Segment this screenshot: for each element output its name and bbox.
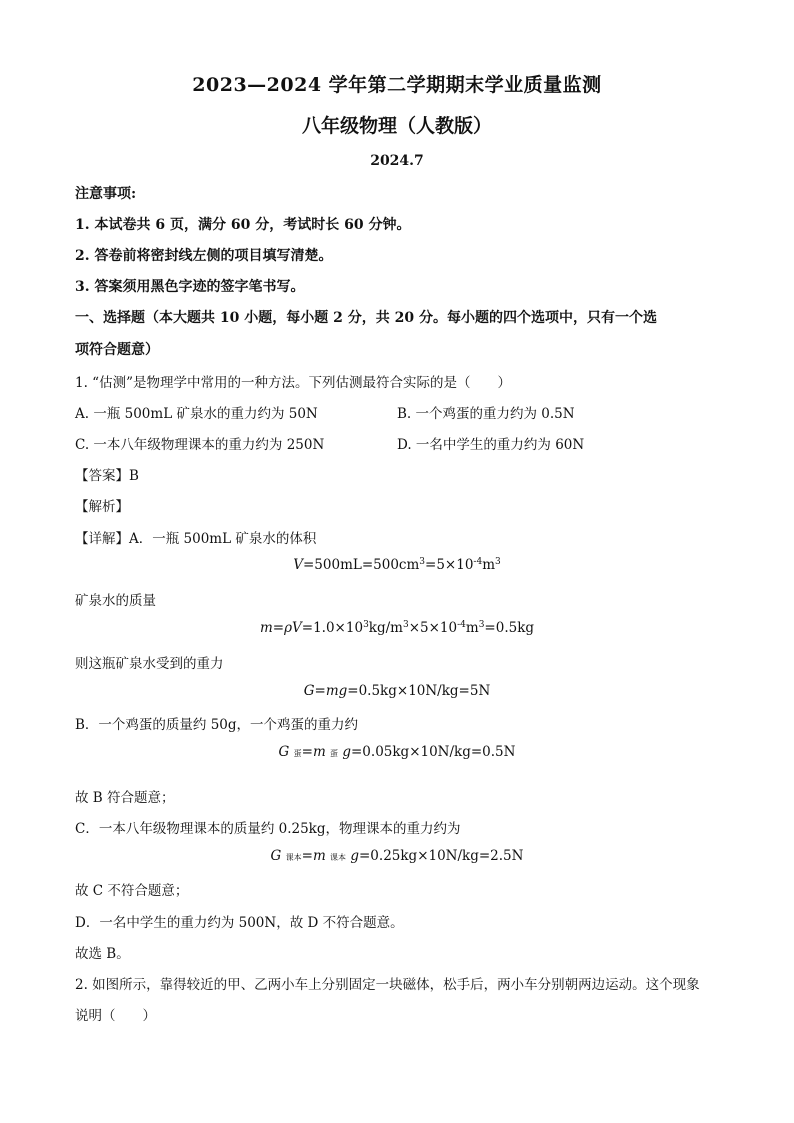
equation-book-gravity: G 课本=m 课本 g=0.25kg×10N/kg=2.5N [270,848,524,864]
q1-choice: 故选 B。 [75,946,130,962]
note-item-2: 2. 答卷前将密封线左侧的项目填写清楚。 [75,248,333,264]
line-mass: 矿泉水的质量 [75,593,156,609]
line-gravity: 则这瓶矿泉水受到的重力 [75,656,224,672]
section-heading-line1: 一、选择题（本大题共 10 小题，每小题 2 分，共 20 分。每小题的四个选项中，只有一个选 [75,310,657,326]
exam-subtitle: 八年级物理（人教版） [301,115,492,137]
q1-option-d: D. 一名中学生的重力约为 60N [397,437,585,453]
q1-c-conclusion: 故 C 不符合题意； [75,883,189,899]
section-heading-line2: 项符合题意） [75,342,159,358]
q1-option-a: A. 一瓶 500mL 矿泉水的重力约为 50N [75,406,318,422]
q1-detail-b: B．一个鸡蛋的质量约 50g，一个鸡蛋的重力约 [75,717,359,733]
q2-stem-line1: 2. 如图所示，靠得较近的甲、乙两小车上分别固定一块磁体，松手后，两小车分别朝两边运动。这个现象 [75,977,700,993]
note-item-3: 3. 答案须用黑色字迹的签字笔书写。 [75,279,305,295]
note-item-1: 1. 本试卷共 6 页，满分 60 分，考试时长 60 分钟。 [75,217,411,233]
equation-mass: $m=\rho V=1.0\times 10^3kg/m^3\times 5\times 10^{-4}m^3=0.5kg$ [259,620,535,636]
q1-option-b: B. 一个鸡蛋的重力约为 0.5N [397,406,575,422]
q1-stem: 1. “估测”是物理学中常用的一种方法。下列估测最符合实际的是（ ） [75,375,511,391]
q1-analysis-label: 【解析】 [75,499,129,515]
q1-detail-c: C．一本八年级物理课本的质量约 0.25kg，物理课本的重力约为 [75,821,461,837]
q1-answer: 【答案】B [75,468,139,484]
exam-title: 2023—2024 学年第二学期期末学业质量监测 [192,74,602,96]
q2-stem-line2: 说明（ ） [75,1008,156,1024]
q1-detail-a: 【详解】A．一瓶 500mL 矿泉水的体积 [75,531,317,547]
equation-volume: $V=500mL=500cm^3=5\times 10^{-4}m^3$ [293,557,501,573]
equation-gravity: G=mg=0.5kg×10N/kg=5N [303,683,491,699]
exam-date: 2024.7 [370,153,424,169]
equation-egg-gravity: G 蛋=m 蛋 g=0.05kg×10N/kg=0.5N [278,744,516,760]
q1-option-c: C. 一本八年级物理课本的重力约为 250N [75,437,325,453]
notes-heading: 注意事项: [75,186,137,202]
q1-b-conclusion: 故 B 符合题意； [75,790,175,806]
q1-detail-d: D．一名中学生的重力约为 500N，故 D 不符合题意。 [75,915,404,931]
